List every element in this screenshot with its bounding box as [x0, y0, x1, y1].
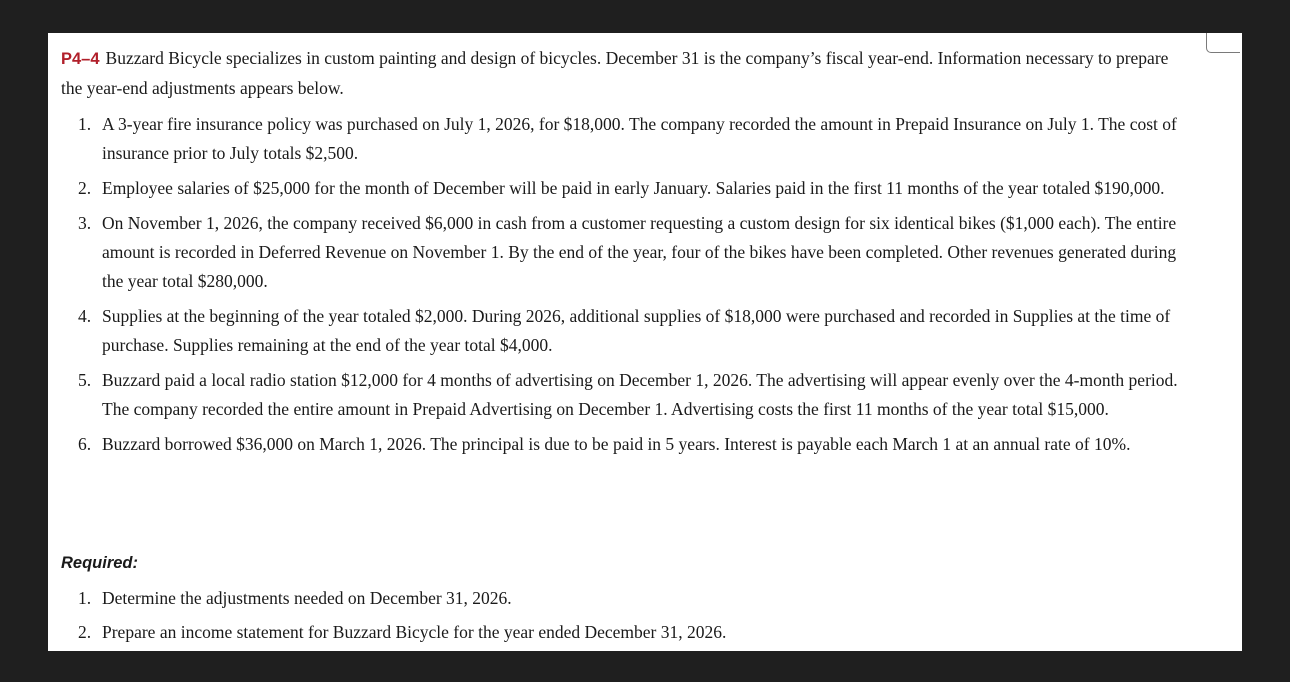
- item-text: Supplies at the beginning of the year totaled $2,000. During 2026, additional supplies of $18,000 were purchased and recorded in Supplies at the time of purchase. Supplies remaining at the end of the year total $4,000.: [102, 306, 1171, 355]
- item-text: Prepare an income statement for Buzzard Bicycle for the year ended December 31, 2026.: [102, 622, 727, 642]
- item-text: Employee salaries of $25,000 for the month of December will be paid in early January. Salaries paid in the first 11 months of the year totaled $190,000.: [102, 178, 1165, 198]
- adjustment-info-list: [78, 110, 1188, 465]
- item-number: 5.: [78, 370, 92, 390]
- item-text: Determine the adjustments needed on December 31, 2026.: [102, 588, 512, 608]
- list-item: [78, 302, 1188, 360]
- list-item: [78, 110, 1188, 168]
- list-item: [78, 209, 1188, 296]
- list-item: [78, 618, 1188, 647]
- problem-intro-text: Buzzard Bicycle specializes in custom painting and design of bicycles. December 31 is the company’s fiscal year-end. Information necessary to prepare the year-end adjustments appears below.: [61, 48, 1169, 98]
- item-number: 6.: [78, 434, 92, 454]
- required-list: [78, 584, 1188, 651]
- item-number: 1.: [78, 114, 92, 134]
- item-number: 4.: [78, 306, 92, 326]
- item-number: 2.: [78, 622, 92, 642]
- problem-page: [48, 33, 1242, 651]
- list-item: [78, 366, 1188, 424]
- item-text: A 3-year fire insurance policy was purchased on July 1, 2026, for $18,000. The company recorded the amount in Prepaid Insurance on July 1. The cost of insurance prior to July totals $2,500.: [102, 114, 1177, 163]
- problem-id: P4–4: [61, 50, 100, 68]
- item-number: 1.: [78, 588, 92, 608]
- list-item: [78, 430, 1188, 459]
- item-text: Buzzard paid a local radio station $12,000 for 4 months of advertising on December 1, 2026. The advertising will appear evenly over the 4-month period. The company recorded the entire amount in Prepaid Advertising on December 1. Advertising costs the first 11 months of the year total $15,000.: [102, 370, 1178, 419]
- list-item: [78, 584, 1188, 613]
- item-text: Buzzard borrowed $36,000 on March 1, 2026. The principal is due to be paid in 5 years. Interest is payable each March 1 at an annual rate of 10%.: [102, 434, 1131, 454]
- corner-tab: [1206, 33, 1240, 53]
- problem-intro: [61, 44, 1176, 103]
- item-number: 2.: [78, 178, 92, 198]
- list-item: [78, 174, 1188, 203]
- item-text: On November 1, 2026, the company received $6,000 in cash from a customer requesting a custom design for six identical bikes ($1,000 each). The entire amount is recorded in Deferred Revenue on November 1. By the end of the year, four of the bikes have been completed. Other revenues generated during the year total $280,000.: [102, 213, 1177, 291]
- item-number: 3.: [78, 213, 92, 233]
- required-heading: Required:: [61, 554, 139, 572]
